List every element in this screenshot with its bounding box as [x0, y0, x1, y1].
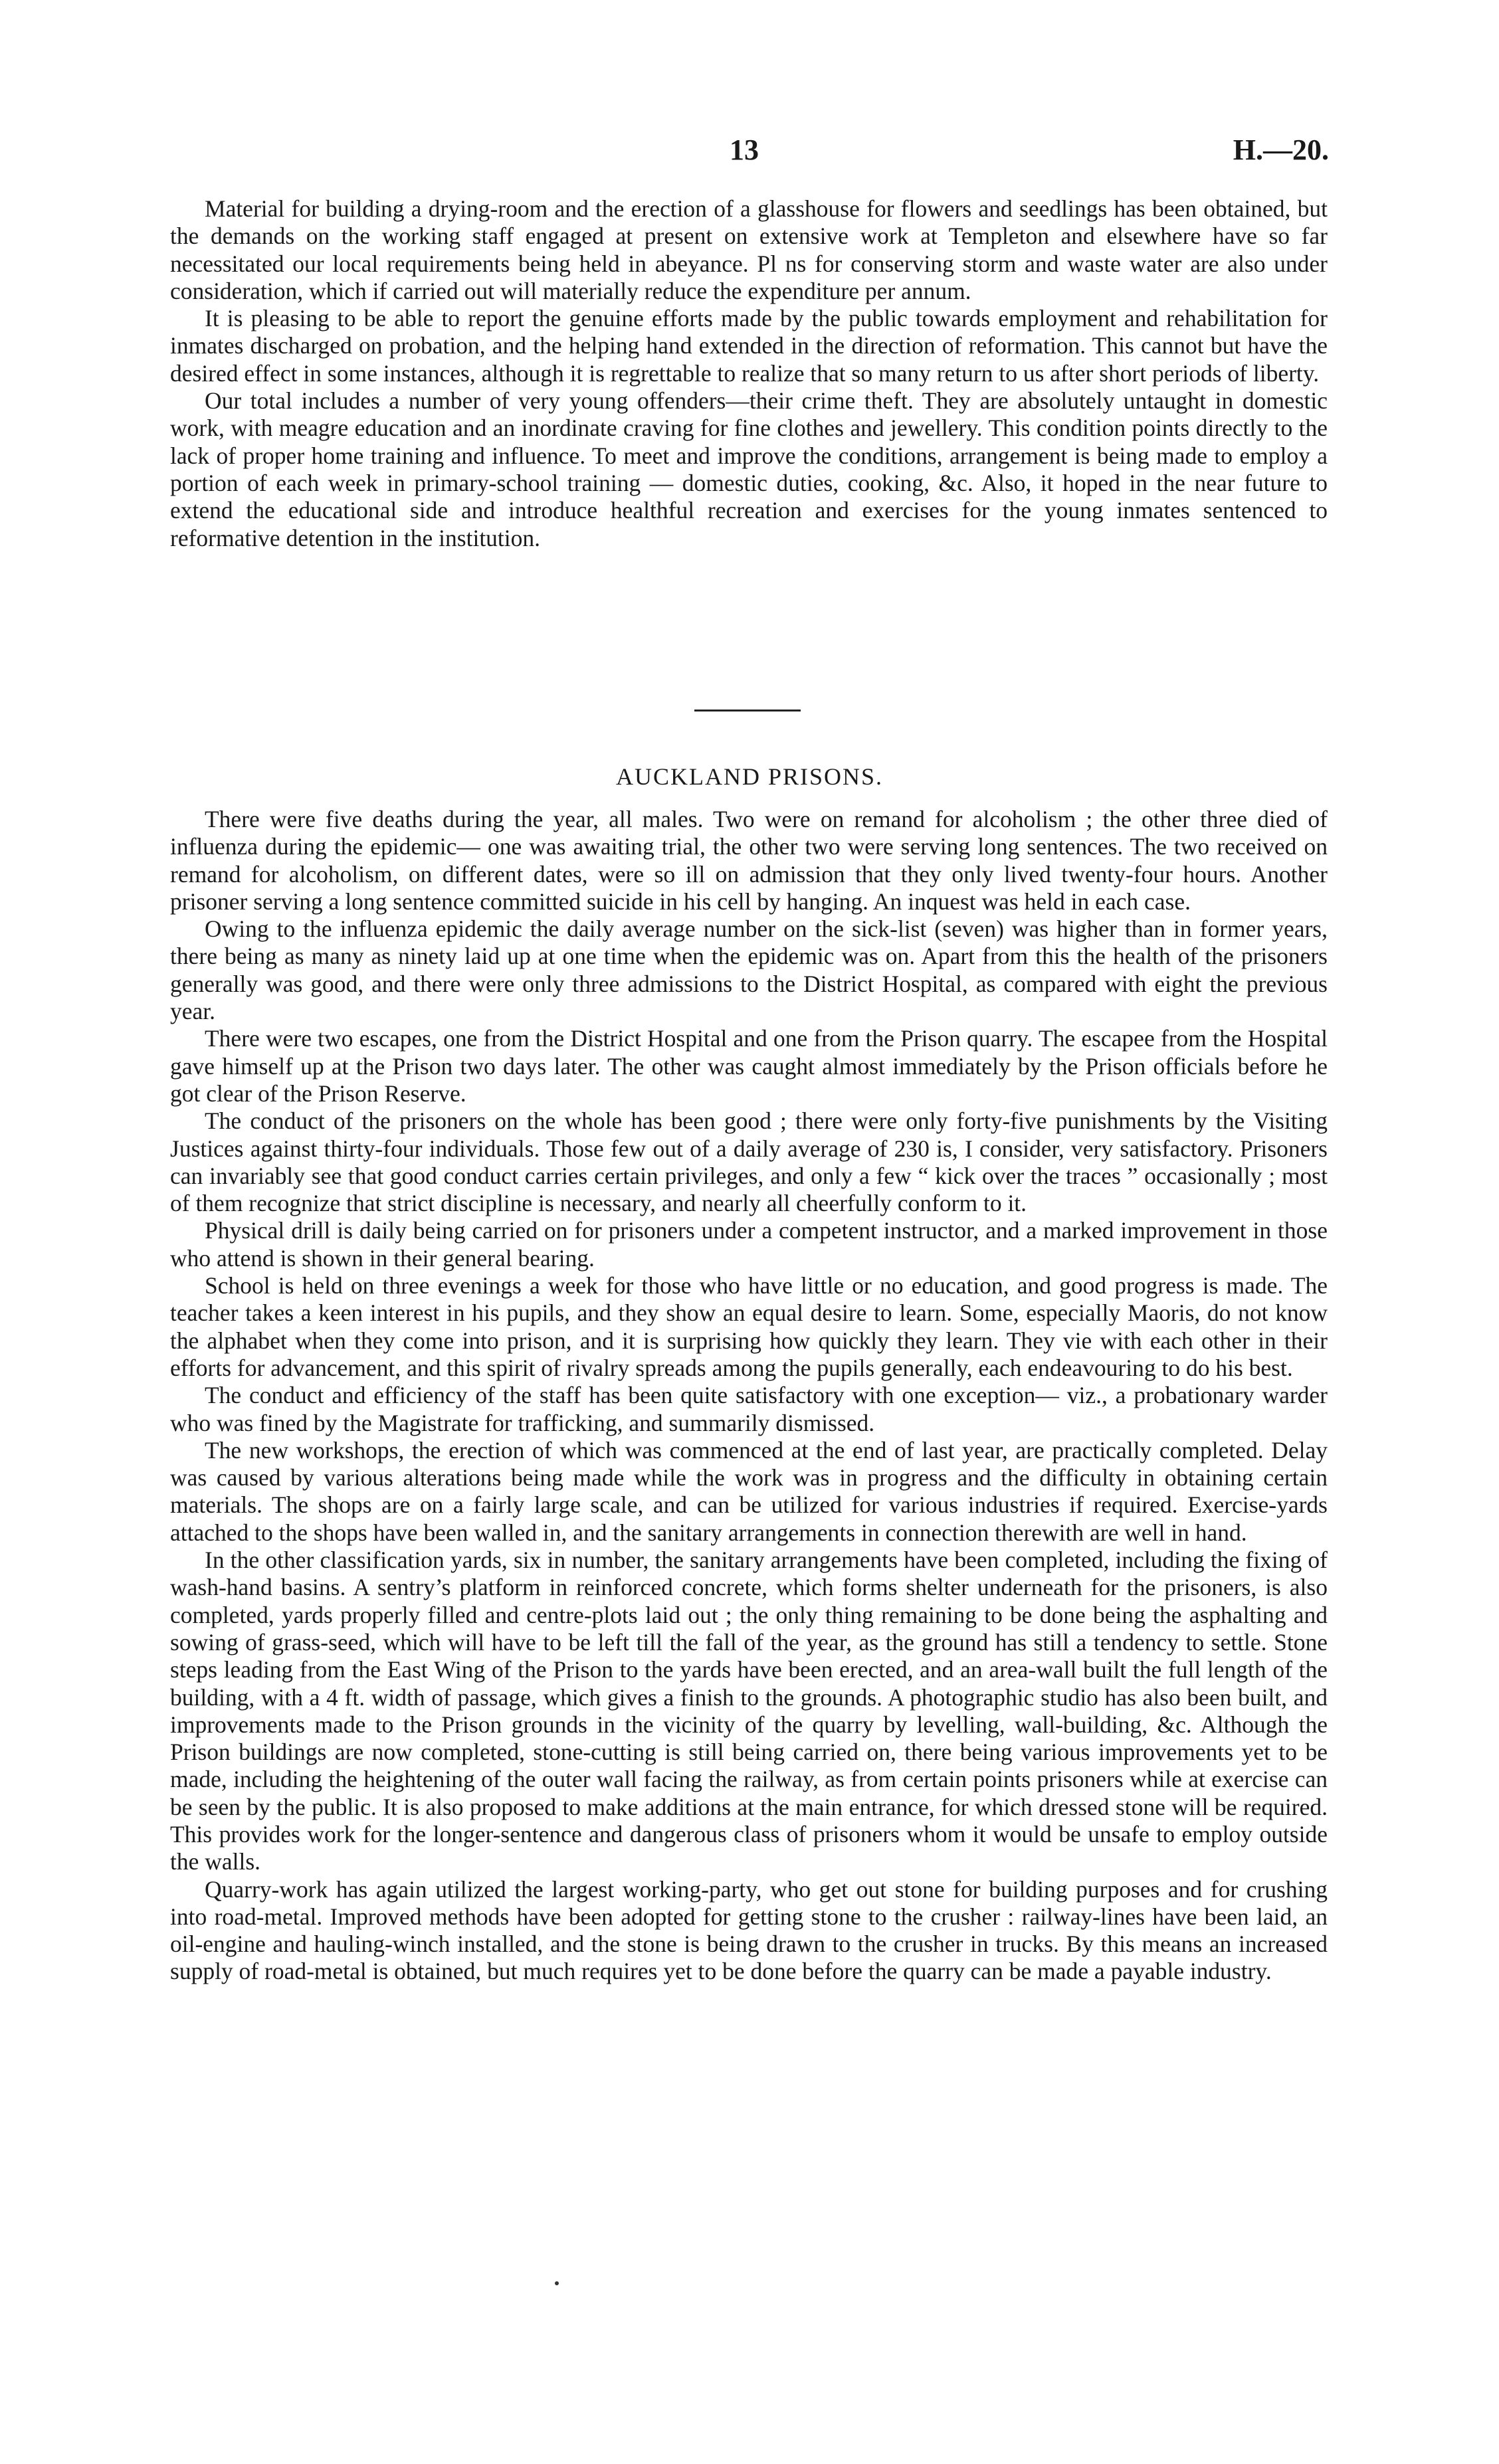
paragraph: Physical drill is daily being carried on for prisoners under a competent instructor, and a marked improvement in those who attend is shown in their general bearing. — [170, 1217, 1328, 1272]
page-number: 13 — [730, 134, 759, 166]
paragraph: The conduct of the prisoners on the whole has been good ; there were only forty-five punishments by the Visiting Justices against thirty-four individuals. Those few out of a daily average of 230 is, I consider, very satisfactory. Prisoners can invariably see that good conduct carries certain privileges, and only a few “ kick over the traces ” occasionally ; most of them recognize that strict discipline is necessary, and nearly all cheerfully conform to it. — [170, 1107, 1328, 1217]
page-header — [0, 133, 1499, 173]
paragraph: School is held on three evenings a week for those who have little or no education, and good progress is made. The teacher takes a keen interest in his pupils, and they show an equal desire to learn. Some, especially Maoris, do not know the alphabet when they come into prison, and it is surprising how quickly they learn. They vie with each other in their efforts for advancement, and this spirit of rivalry spreads among the pupils generally, each endeavouring to do his best. — [170, 1272, 1328, 1381]
intro-section — [170, 195, 1328, 552]
paragraph: There were five deaths during the year, all males. Two were on remand for alcoholism ; the other three died of influenza during the epidemic— one was awaiting trial, the other two were serving long sentences. The two received on remand for alcoholism, on different dates, were so ill on admission that they only lived twenty-four hours. Another prisoner serving a long sentence committed suicide in his cell by hanging. An inquest was held in each case. — [170, 806, 1328, 915]
paragraph: There were two escapes, one from the District Hospital and one from the Prison quarry. The escapee from the Hospital gave himself up at the Prison two days later. The other was caught almost immediately by the Prison officials before he got clear of the Prison Reserve. — [170, 1025, 1328, 1107]
paragraph: Quarry-work has again utilized the largest working-party, who get out stone for building purposes and for crushing into road-metal. Improved methods have been adopted for getting stone to the crusher : railway-lines have been laid, an oil-engine and hauling-winch installed, and the stone is being drawn to the crusher in trucks. By this means an increased supply of road-metal is obtained, but much requires yet to be done before the quarry can be made a payable industry. — [170, 1875, 1328, 1985]
paragraph: Our total includes a number of very young offenders—their crime theft. They are absolutely untaught in domestic work, with meagre education and an inordinate craving for fine clothes and jewellery. This condition points directly to the lack of proper home training and influence. To meet and improve the conditions, arrangement is being made to employ a portion of each week in primary-school training — domestic duties, cooking, &c. Also, it hoped in the near future to extend the educational side and introduce healthful recreation and exercises for the young inmates sentenced to reformative detention in the institution. — [170, 387, 1328, 551]
section-heading: AUCKLAND PRISONS. — [615, 763, 884, 790]
paragraph: The conduct and efficiency of the staff has been quite satisfactory with one exception— viz., a probationary warder who was fined by the Magistrate for trafficking, and summarily dismissed. — [170, 1382, 1328, 1436]
auckland-prisons-section — [170, 806, 1328, 1986]
document-reference: H.—20. — [1233, 134, 1329, 166]
section-divider — [694, 710, 801, 711]
paragraph: Material for building a drying-room and the erection of a glasshouse for flowers and seedlings has been obtained, but the demands on the working staff engaged at present on extensive work at Templeton and elsewhere have so far necessitated our local requirements being held in abeyance. Pl ns for conserving storm and waste water are also under consideration, which if carried out will materially reduce the expenditure per annum. — [170, 195, 1328, 304]
paragraph: Owing to the influenza epidemic the daily average number on the sick-list (seven) was higher than in former years, there being as many as ninety laid up at one time when the epidemic was on. Apart from this the health of the prisoners generally was good, and there were only three admissions to the District Hospital, as compared with eight the previous year. — [170, 915, 1328, 1025]
paragraph: The new workshops, the erection of which was commenced at the end of last year, are practically completed. Delay was caused by various alterations being made while the work was in progress and the difficulty in obtaining certain materials. The shops are on a fairly large scale, and can be utilized for various industries if required. Exercise-yards attached to the shops have been walled in, and the sanitary arrangements in connection therewith are well in hand. — [170, 1436, 1328, 1546]
paragraph: It is pleasing to be able to report the genuine efforts made by the public towards employment and rehabilitation for inmates discharged on probation, and the helping hand extended in the direction of reformation. This cannot but have the desired effect in some instances, although it is regrettable to realize that so many return to us after short periods of liberty. — [170, 305, 1328, 387]
print-speck — [555, 2281, 559, 2285]
paragraph: In the other classification yards, six in number, the sanitary arrangements have been completed, including the fixing of wash-hand basins. A sentry’s platform in reinforced concrete, which forms shelter underneath for the prisoners, is also completed, yards properly filled and centre-plots laid out ; the only thing remaining to be done being the asphalting and sowing of grass-seed, which will have to be left till the fall of the year, as the ground has still a tendency to settle. Stone steps leading from the East Wing of the Prison to the yards have been erected, and an area-wall built the full length of the building, with a 4 ft. width of passage, which gives a finish to the grounds. A photographic studio has also been built, and improvements made to the Prison grounds in the vicinity of the quarry by levelling, wall-building, &c. Although the Prison buildings are now completed, stone-cutting is still being carried on, there being various improvements yet to be made, including the heightening of the outer wall facing the railway, as from certain points prisoners while at exercise can be seen by the public. It is also proposed to make additions at the main entrance, for which dressed stone will be required. This provides work for the longer-sentence and dangerous class of prisoners whom it would be unsafe to employ outside the walls. — [170, 1547, 1328, 1875]
